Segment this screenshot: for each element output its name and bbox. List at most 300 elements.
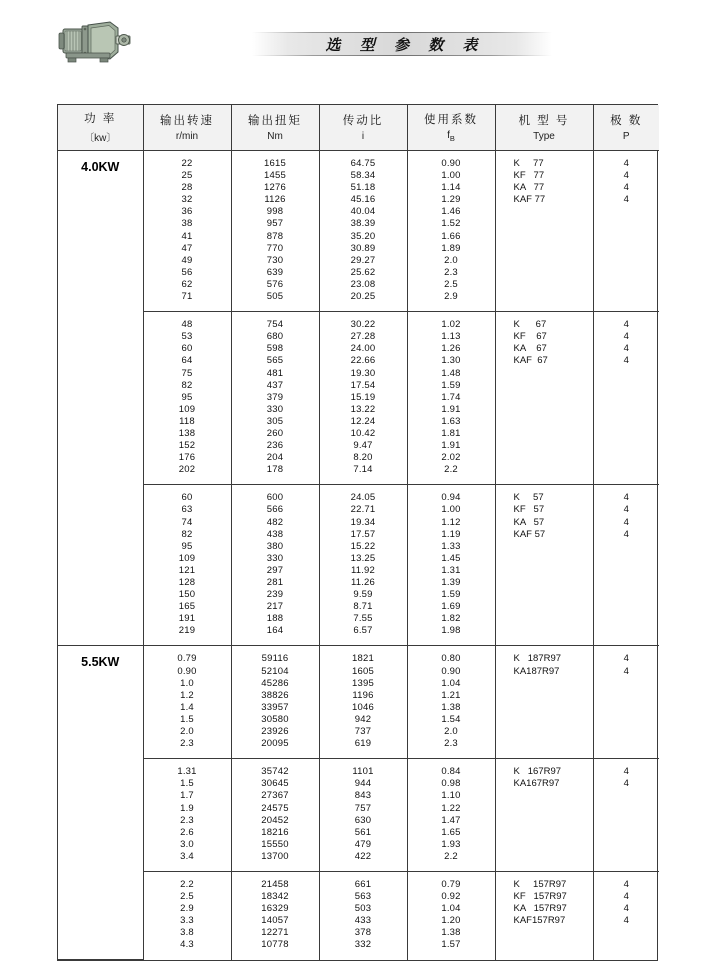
output-torque-value: 305 xyxy=(266,415,284,427)
col-header-output-torque-line2: Nm xyxy=(267,131,283,142)
gear-ratio-value: 13.25 xyxy=(350,552,376,564)
service-factor-value: 1.65 xyxy=(441,826,461,838)
output-torque-value: 59116 xyxy=(261,653,289,665)
output-torque-value: 330 xyxy=(266,552,284,564)
service-factor-value: 1.59 xyxy=(441,379,461,391)
gear-ratio-cell xyxy=(319,151,407,312)
output-torque-value: 878 xyxy=(266,230,284,242)
table-row xyxy=(58,646,659,759)
service-factor-value: 2.2 xyxy=(444,464,458,476)
service-factor-value: 1.38 xyxy=(441,927,461,939)
model-type-value: KAF 57 xyxy=(513,528,546,540)
output-speed-value: 2.6 xyxy=(180,826,194,838)
output-speed-value: 64 xyxy=(181,355,193,367)
service-factor-value: 2.02 xyxy=(441,452,461,464)
output-speed-list xyxy=(144,872,231,960)
output-torque-list xyxy=(232,759,319,871)
table-row xyxy=(58,151,659,312)
output-speed-value: 32 xyxy=(181,194,193,206)
gear-ratio-value: 561 xyxy=(354,826,372,838)
output-speed-value: 0.79 xyxy=(177,653,197,665)
model-type-value: KF 157R97 xyxy=(513,891,567,903)
output-torque-value: 565 xyxy=(266,355,284,367)
service-factor-value: 1.52 xyxy=(441,218,461,230)
output-speed-value: 2.5 xyxy=(180,891,194,903)
output-speed-value: 95 xyxy=(181,540,193,552)
output-speed-value: 74 xyxy=(181,516,193,528)
pole-count-value: 4 xyxy=(623,343,629,355)
output-torque-value: 10778 xyxy=(261,939,289,951)
output-torque-value: 33957 xyxy=(261,701,289,713)
pole-count-list xyxy=(594,312,660,375)
gear-ratio-value: 1196 xyxy=(352,689,374,701)
gear-ratio-value: 58.34 xyxy=(350,170,376,182)
service-factor-value: 1.98 xyxy=(441,625,461,637)
gear-ratio-value: 479 xyxy=(354,838,372,850)
service-factor-value: 2.3 xyxy=(444,738,458,750)
service-factor-symbol: f xyxy=(447,130,450,141)
output-torque-cell xyxy=(231,151,319,312)
output-speed-value: 3.4 xyxy=(180,850,194,862)
col-header-type-line2: Type xyxy=(533,131,555,142)
service-factor-cell xyxy=(407,759,495,872)
service-factor-value: 1.31 xyxy=(441,564,461,576)
output-speed-value: 202 xyxy=(178,464,196,476)
output-torque-value: 38826 xyxy=(261,689,289,701)
output-speed-value: 49 xyxy=(181,254,193,266)
power-rating-cell: 5.5KW xyxy=(58,646,143,960)
gear-ratio-value: 6.57 xyxy=(353,625,373,637)
gear-ratio-value: 422 xyxy=(354,850,372,862)
pole-count-list xyxy=(594,759,660,798)
gear-ratio-value: 843 xyxy=(354,790,372,802)
output-torque-cell xyxy=(231,312,319,485)
output-speed-value: 165 xyxy=(178,601,196,613)
col-header-ratio xyxy=(319,105,407,151)
output-torque-value: 481 xyxy=(266,367,284,379)
pole-count-value: 4 xyxy=(623,355,629,367)
gear-ratio-value: 1605 xyxy=(352,665,374,677)
output-torque-value: 600 xyxy=(266,492,284,504)
model-type-value: KF 57 xyxy=(513,504,545,516)
pole-count-cell xyxy=(593,151,659,312)
col-header-service-factor xyxy=(407,105,495,151)
gear-ratio-value: 9.59 xyxy=(353,589,373,601)
output-torque-value: 482 xyxy=(266,516,284,528)
gear-ratio-value: 7.55 xyxy=(353,613,373,625)
spec-table xyxy=(58,105,659,960)
gear-ratio-value: 12.24 xyxy=(350,415,376,427)
table-row xyxy=(58,485,659,646)
output-speed-value: 3.0 xyxy=(180,838,194,850)
pole-count-cell xyxy=(593,871,659,959)
model-type-list xyxy=(496,872,593,935)
service-factor-value: 1.26 xyxy=(441,343,461,355)
pole-count-value: 4 xyxy=(623,903,629,915)
gear-ratio-value: 8.71 xyxy=(353,601,373,613)
service-factor-subscript: B xyxy=(449,134,455,143)
gear-ratio-value: 15.19 xyxy=(350,391,376,403)
gear-ratio-value: 1395 xyxy=(352,677,374,689)
pole-count-value: 4 xyxy=(623,878,629,890)
output-speed-value: 53 xyxy=(181,331,193,343)
gear-ratio-value: 10.42 xyxy=(350,427,376,439)
pole-count-cell xyxy=(593,646,659,759)
model-type-list xyxy=(496,312,593,375)
output-torque-cell xyxy=(231,646,319,759)
pole-count-value: 4 xyxy=(623,158,629,169)
service-factor-value: 1.00 xyxy=(441,170,461,182)
gear-ratio-value: 19.30 xyxy=(350,367,376,379)
service-factor-value: 1.74 xyxy=(441,391,461,403)
output-speed-value: 176 xyxy=(178,452,196,464)
gear-ratio-value: 17.54 xyxy=(350,379,376,391)
gear-ratio-value: 19.34 xyxy=(350,516,376,528)
output-speed-list xyxy=(144,312,231,484)
gear-ratio-value: 563 xyxy=(354,891,372,903)
service-factor-value: 1.39 xyxy=(441,577,461,588)
service-factor-value: 1.10 xyxy=(441,790,461,802)
gear-ratio-value: 378 xyxy=(354,927,372,939)
output-speed-list xyxy=(144,646,231,758)
service-factor-value: 2.0 xyxy=(444,254,458,266)
table-row xyxy=(58,312,659,485)
output-torque-value: 24575 xyxy=(261,802,289,814)
service-factor-value: 1.63 xyxy=(441,415,461,427)
table-body xyxy=(58,151,659,960)
output-speed-value: 138 xyxy=(178,427,196,439)
service-factor-value: 0.94 xyxy=(441,492,461,504)
model-type-value: KAF157R97 xyxy=(513,915,566,927)
pole-count-value: 4 xyxy=(623,891,629,903)
service-factor-value: 1.45 xyxy=(441,552,461,564)
output-torque-value: 438 xyxy=(266,528,284,540)
model-type-value: K 157R97 xyxy=(513,878,567,890)
service-factor-value: 1.04 xyxy=(441,677,461,689)
service-factor-value: 1.38 xyxy=(441,701,461,713)
output-speed-value: 128 xyxy=(178,577,196,588)
output-torque-list xyxy=(232,485,319,645)
output-speed-value: 60 xyxy=(181,492,193,504)
gear-ratio-value: 11.26 xyxy=(350,577,376,588)
service-factor-value: 2.3 xyxy=(444,266,458,278)
output-speed-cell xyxy=(143,646,231,759)
output-torque-value: 236 xyxy=(266,440,284,452)
output-torque-value: 437 xyxy=(266,379,284,391)
pole-count-value: 4 xyxy=(623,915,629,927)
service-factor-value: 2.2 xyxy=(444,850,458,862)
model-type-list xyxy=(496,759,593,798)
model-type-value: KF 67 xyxy=(513,331,547,343)
output-speed-value: 75 xyxy=(181,367,193,379)
gear-ratio-value: 661 xyxy=(354,878,372,890)
table-row xyxy=(58,759,659,872)
gear-ratio-value: 25.62 xyxy=(350,266,376,278)
gear-ratio-value: 332 xyxy=(354,939,372,951)
output-speed-value: 1.0 xyxy=(180,677,194,689)
output-speed-value: 150 xyxy=(178,589,196,601)
spec-table-container xyxy=(57,104,658,961)
model-type-list xyxy=(496,646,593,685)
gear-ratio-value: 24.05 xyxy=(350,492,376,504)
output-speed-value: 25 xyxy=(181,170,193,182)
output-speed-value: 118 xyxy=(179,415,195,427)
gear-ratio-value: 45.16 xyxy=(350,194,376,206)
gear-ratio-list xyxy=(320,872,407,960)
output-speed-value: 3.8 xyxy=(180,927,194,939)
model-type-cell xyxy=(495,759,593,872)
output-torque-value: 15550 xyxy=(261,838,289,850)
service-factor-cell xyxy=(407,485,495,646)
output-speed-value: 48 xyxy=(181,319,193,331)
gear-ratio-value: 737 xyxy=(354,726,372,738)
model-type-value: KA 157R97 xyxy=(513,903,567,915)
output-torque-value: 297 xyxy=(266,564,284,576)
model-type-value: K 187R97 xyxy=(513,653,562,665)
output-torque-value: 20452 xyxy=(261,814,289,826)
output-speed-value: 60 xyxy=(181,343,193,355)
service-factor-value: 1.91 xyxy=(441,403,461,415)
model-type-cell xyxy=(495,485,593,646)
pole-count-value: 4 xyxy=(623,492,629,504)
gear-ratio-value: 630 xyxy=(354,814,372,826)
col-header-poles-line1: 极 数 xyxy=(610,115,643,127)
pole-count-value: 4 xyxy=(623,528,629,540)
service-factor-value: 0.79 xyxy=(441,878,461,890)
output-torque-value: 281 xyxy=(266,577,284,588)
model-type-cell xyxy=(495,646,593,759)
title-band-rule-bottom xyxy=(252,55,552,56)
gear-ratio-value: 22.71 xyxy=(350,504,376,516)
gear-ratio-cell xyxy=(319,485,407,646)
model-type-list xyxy=(496,485,593,548)
pole-count-cell xyxy=(593,485,659,646)
model-type-cell xyxy=(495,312,593,485)
output-torque-value: 35742 xyxy=(261,766,289,778)
pole-count-value: 4 xyxy=(623,182,629,194)
service-factor-value: 1.12 xyxy=(441,516,461,528)
service-factor-value: 0.90 xyxy=(441,665,461,677)
output-torque-value: 20095 xyxy=(261,738,289,750)
service-factor-cell xyxy=(407,151,495,312)
col-header-poles xyxy=(593,105,659,151)
gear-ratio-value: 38.39 xyxy=(350,218,376,230)
output-torque-value: 16329 xyxy=(261,903,289,915)
output-speed-value: 56 xyxy=(181,266,193,278)
pole-count-list xyxy=(594,485,660,548)
gear-ratio-list xyxy=(320,646,407,758)
gear-ratio-value: 1101 xyxy=(352,766,374,778)
output-speed-cell xyxy=(143,759,231,872)
service-factor-value: 1.89 xyxy=(441,242,461,254)
col-header-ratio-line1: 传动比 xyxy=(342,115,384,127)
col-header-power-line2: 〔kw〕 xyxy=(84,133,117,144)
pole-count-list xyxy=(594,872,660,935)
service-factor-value: 1.19 xyxy=(441,528,461,540)
output-speed-value: 22 xyxy=(181,158,193,169)
pole-count-value: 4 xyxy=(623,331,629,343)
output-speed-list xyxy=(144,485,231,645)
gear-ratio-value: 17.57 xyxy=(350,528,376,540)
output-speed-cell xyxy=(143,151,231,312)
output-speed-value: 28 xyxy=(181,182,193,194)
output-speed-value: 1.4 xyxy=(180,701,194,713)
service-factor-value: 1.02 xyxy=(441,319,461,331)
output-speed-value: 4.3 xyxy=(180,939,194,951)
service-factor-value: 2.9 xyxy=(444,291,458,303)
gear-ratio-value: 24.00 xyxy=(350,343,376,355)
service-factor-value: 1.47 xyxy=(441,814,461,826)
model-type-value: K 77 xyxy=(513,158,544,169)
output-torque-value: 18342 xyxy=(261,891,289,903)
gear-ratio-value: 942 xyxy=(354,713,372,725)
col-header-output-torque-line1: 输出扭矩 xyxy=(248,115,302,127)
gear-ratio-value: 30.22 xyxy=(350,319,376,331)
col-header-poles-line2: P xyxy=(622,131,630,142)
service-factor-value: 1.14 xyxy=(441,182,461,194)
output-torque-value: 45286 xyxy=(261,677,289,689)
pole-count-cell xyxy=(593,312,659,485)
pole-count-value: 4 xyxy=(623,504,629,516)
service-factor-value: 2.0 xyxy=(444,726,458,738)
output-speed-value: 3.3 xyxy=(180,915,194,927)
gear-ratio-cell xyxy=(319,871,407,959)
output-speed-value: 109 xyxy=(178,552,196,564)
service-factor-list xyxy=(408,485,495,645)
output-torque-value: 1615 xyxy=(264,158,286,169)
output-torque-value: 178 xyxy=(266,464,284,476)
output-torque-value: 957 xyxy=(266,218,284,230)
service-factor-value: 1.13 xyxy=(441,331,461,343)
service-factor-cell xyxy=(407,312,495,485)
service-factor-value: 0.84 xyxy=(441,766,461,778)
gear-ratio-value: 23.08 xyxy=(350,278,376,290)
service-factor-value: 1.33 xyxy=(441,540,461,552)
service-factor-cell xyxy=(407,871,495,959)
output-torque-value: 164 xyxy=(266,625,284,637)
output-torque-value: 239 xyxy=(266,589,284,601)
model-type-value: KAF 67 xyxy=(513,355,548,367)
service-factor-value: 1.59 xyxy=(441,589,461,601)
gear-ratio-value: 35.20 xyxy=(350,230,376,242)
gear-ratio-cell xyxy=(319,312,407,485)
model-type-cell xyxy=(495,871,593,959)
output-speed-value: 109 xyxy=(178,403,196,415)
gear-ratio-value: 9.47 xyxy=(353,440,373,452)
model-type-value: KA167R97 xyxy=(513,778,560,790)
service-factor-value: 0.92 xyxy=(441,891,461,903)
output-torque-list xyxy=(232,151,319,311)
service-factor-value: 1.22 xyxy=(441,802,461,814)
output-torque-value: 204 xyxy=(266,452,284,464)
pole-count-value: 4 xyxy=(623,194,629,206)
output-speed-cell xyxy=(143,312,231,485)
col-header-output-speed-line2: r/min xyxy=(175,131,199,142)
output-speed-value: 36 xyxy=(181,206,193,218)
output-torque-value: 998 xyxy=(266,206,284,218)
service-factor-value: 1.04 xyxy=(441,903,461,915)
gear-ratio-value: 30.89 xyxy=(350,242,376,254)
output-torque-value: 1276 xyxy=(264,182,286,194)
output-torque-value: 566 xyxy=(266,504,284,516)
output-torque-value: 21458 xyxy=(261,878,289,890)
output-speed-value: 0.90 xyxy=(177,665,197,677)
output-speed-value: 1.5 xyxy=(180,713,194,725)
col-header-output-speed-line1: 输出转速 xyxy=(160,115,214,127)
output-speed-value: 219 xyxy=(178,625,196,637)
service-factor-value: 1.48 xyxy=(441,367,461,379)
gear-ratio-value: 13.22 xyxy=(350,403,376,415)
service-factor-value: 1.69 xyxy=(441,601,461,613)
service-factor-value: 1.00 xyxy=(441,504,461,516)
model-type-value: K 57 xyxy=(513,492,544,504)
gear-ratio-value: 40.04 xyxy=(350,206,376,218)
output-torque-value: 770 xyxy=(266,242,284,254)
col-header-service-factor-line2 xyxy=(408,130,495,143)
page-title: 选 型 参 数 表 xyxy=(325,35,485,54)
service-factor-list xyxy=(408,646,495,758)
gear-ratio-value: 1046 xyxy=(352,701,374,713)
output-speed-value: 191 xyxy=(178,613,196,625)
service-factor-value: 0.90 xyxy=(441,158,461,169)
col-header-service-factor-line1: 使用系数 xyxy=(424,114,478,126)
output-speed-value: 1.5 xyxy=(180,778,194,790)
gear-ratio-list xyxy=(320,759,407,871)
output-speed-value: 1.2 xyxy=(180,689,194,701)
pole-count-value: 4 xyxy=(623,319,629,331)
gear-ratio-value: 51.18 xyxy=(350,182,376,194)
gear-ratio-value: 503 xyxy=(354,903,372,915)
output-torque-list xyxy=(232,872,319,960)
output-speed-value: 47 xyxy=(181,242,193,254)
output-torque-value: 680 xyxy=(266,331,284,343)
output-torque-value: 330 xyxy=(266,403,284,415)
title-banner xyxy=(146,31,657,57)
output-torque-value: 27367 xyxy=(261,790,289,802)
model-type-value: KF 77 xyxy=(513,170,545,182)
gear-ratio-value: 27.28 xyxy=(350,331,376,343)
output-speed-value: 2.0 xyxy=(180,726,194,738)
col-header-ratio-line2: i xyxy=(361,131,365,142)
gear-ratio-value: 64.75 xyxy=(350,158,376,169)
service-factor-value: 1.82 xyxy=(441,613,461,625)
output-speed-list xyxy=(144,759,231,871)
col-header-type-line1: 机 型 号 xyxy=(518,115,570,127)
service-factor-cell xyxy=(407,646,495,759)
output-torque-value: 1126 xyxy=(264,194,286,206)
service-factor-value: 1.66 xyxy=(441,230,461,242)
gear-ratio-value: 944 xyxy=(354,778,372,790)
output-torque-value: 18216 xyxy=(261,826,289,838)
pole-count-value: 4 xyxy=(623,665,629,677)
output-speed-value: 2.2 xyxy=(180,878,194,890)
model-type-value: KA 57 xyxy=(513,516,545,528)
gear-ratio-value: 22.66 xyxy=(350,355,376,367)
service-factor-value: 1.30 xyxy=(441,355,461,367)
pole-count-value: 4 xyxy=(623,516,629,528)
output-torque-list xyxy=(232,312,319,484)
col-header-type xyxy=(495,105,593,151)
col-header-output-speed xyxy=(143,105,231,151)
pole-count-list xyxy=(594,646,660,685)
output-torque-value: 730 xyxy=(266,254,284,266)
gear-ratio-value: 619 xyxy=(354,738,372,750)
output-speed-value: 1.9 xyxy=(180,802,194,814)
output-torque-value: 217 xyxy=(266,601,284,613)
gear-ratio-value: 29.27 xyxy=(350,254,376,266)
gear-ratio-list xyxy=(320,151,407,311)
gear-ratio-value: 20.25 xyxy=(350,291,376,303)
